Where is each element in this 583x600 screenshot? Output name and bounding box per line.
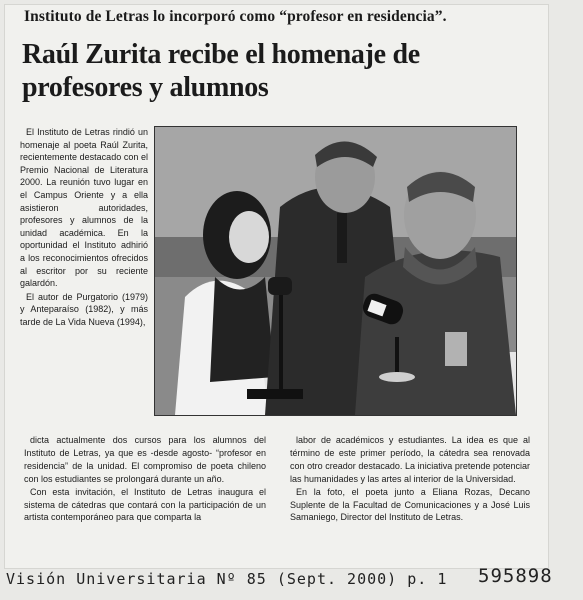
article-column-bottom-2 <box>290 434 530 524</box>
article-column-left <box>20 126 148 329</box>
paragraph: Con esta invitación, el Instituto de Letras inaugura el sistema de cátedras que contará con la participación de un artista contemporáneo para que comparta la <box>24 486 266 523</box>
paragraph: En la foto, el poeta junto a Eliana Rozas, Decano Suplente de la Facultad de Comunicaciones y a José Luis Samaniego, Director del Instituto de Letras. <box>290 486 530 523</box>
handwritten-source-note: Visión Universitaria Nº 85 (Sept. 2000) p. 1 <box>6 570 448 588</box>
article-column-bottom-1 <box>24 434 266 524</box>
handwritten-catalog-number: 595898 <box>478 565 553 587</box>
paragraph: El Instituto de Letras rindió un homenaje al poeta Raúl Zurita, recientemente destacado con el Premio Nacional de Literatura 2000. La reunión tuvo lugar en el Campus Oriente y a ella asistieron autoridades, profesores y alumnos de la unidad académica. En la oportunidad el Instituto adhirió a los reconocimientos ofrecidos al escritor por su reciente galardón. <box>20 127 148 289</box>
article-photo <box>154 126 517 416</box>
paragraph: labor de académicos y estudiantes. La idea es que al término de este primer período, la cátedra sea renovada con otro creador destacado. La iniciativa pretende potenciar las humanidades y las artes al interior de la Universidad. <box>290 435 530 484</box>
photo-illustration <box>155 127 516 415</box>
paragraph: El autor de Purgatorio (1979) y Anteparaíso (1982), y más tarde de La Vida Nueva (1994), <box>20 291 148 327</box>
article-headline: Raúl Zurita recibe el homenaje de profesores y alumnos <box>22 39 420 103</box>
paragraph: dicta actualmente dos cursos para los alumnos del Instituto de Letras, ya que es -desde agosto- “profesor en residencia” de la unidad. El compromiso de poeta chileno con los estudiantes se prolongará durante un año. <box>24 435 266 484</box>
article-kicker: Instituto de Letras lo incorporó como “profesor en residencia”. <box>24 8 447 25</box>
